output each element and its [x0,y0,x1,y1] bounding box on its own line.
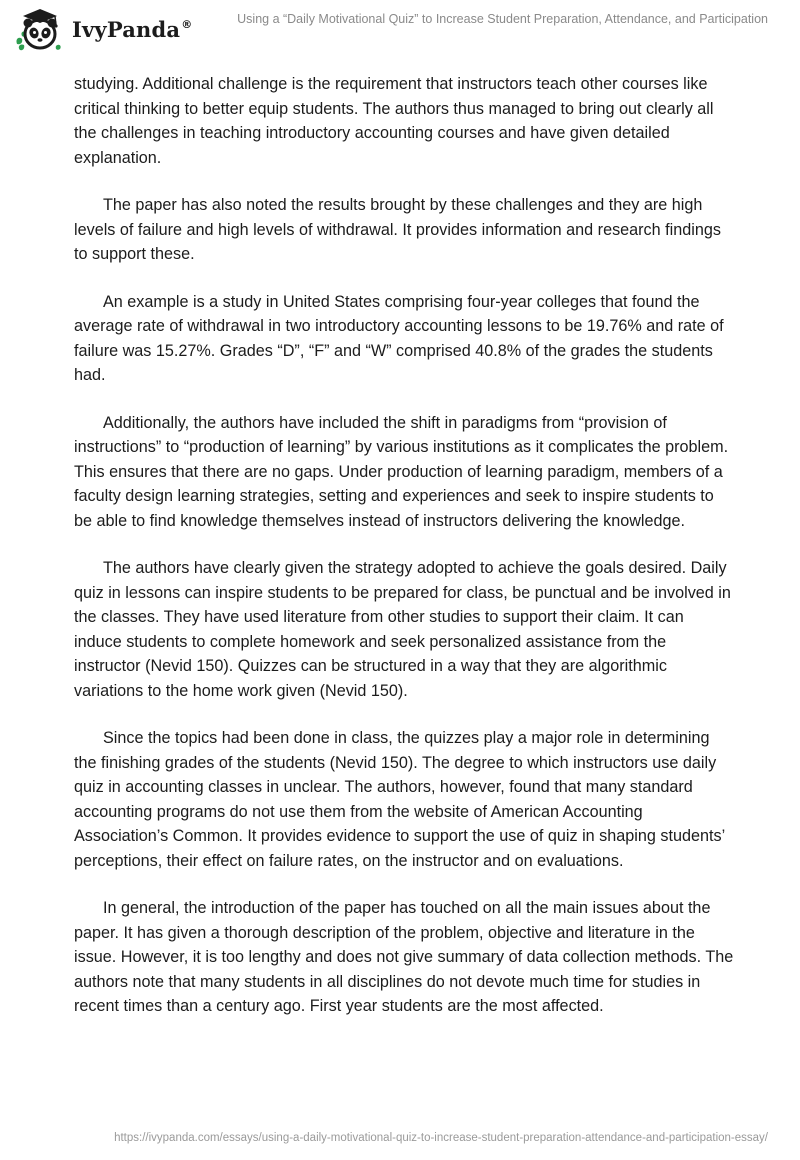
essay-body [74,72,734,1042]
ivypanda-logo[interactable] [14,6,192,52]
registered-mark: ® [181,17,193,31]
source-url-link[interactable]: https://ivypanda.com/essays/using-a-daily-motivational-quiz-to-increase-student-preparation-attendance-and-participation-essay/ [114,1132,768,1144]
essay-paragraph-1: studying. Additional challenge is the requirement that instructors teach other courses like critical thinking to better equip students. The authors thus managed to bring out clearly all the challenges in teaching introductory accounting courses and have given detailed explanation. [74,75,714,167]
document-title: Using a “Daily Motivational Quiz” to Increase Student Preparation, Attendance, and Participation [237,12,768,26]
logo-wordmark: IvyPanda® [72,16,193,42]
essay-paragraph-7: In general, the introduction of the paper has touched on all the main issues about the paper. It has given a thorough description of the problem, objective and literature in the issue. However, it is too lengthy and does not give summary of data collection methods. The authors note that many students in all disciplines do not devote much time for studies in recent times than a century ago. First year students are the most affected. [74,899,734,1015]
essay-paragraph-4: Additionally, the authors have included the shift in paradigms from “provision of instructions” to “production of learning” by various institutions as it complicates the problem. This ensures that there are no gaps. Under production of learning paradigm, members of a faculty design learning strategies, setting and experiences and seek to inspire students to be able to find knowledge themselves instead of instructors delivering the knowledge. [74,413,729,530]
essay-paragraph-2: The paper has also noted the results brought by these challenges and they are high levels of failure and high levels of withdrawal. It provides information and research findings to support these. [74,196,721,263]
essay-paragraph-5: The authors have clearly given the strategy adopted to achieve the goals desired. Daily quiz in lessons can inspire students to be prepared for class, be punctual and be involved in the classes. They have used literature from other studies to support their claim. It can induce students to complete homework and seek personalized assistance from the instructor (Nevid 150). Quizzes can be structured in a way that they are algorithmic variations to the home work given (Nevid 150). [74,559,731,700]
essay-paragraph-3: An example is a study in United States comprising four-year colleges that found the average rate of withdrawal in two introductory accounting lessons to be 19.76% and rate of failure was 15.27%. Grades “D”, “F” and “W” comprised 40.8% of the grades the students had. [74,292,724,384]
panda-graduate-icon [14,6,64,52]
page-header [0,0,800,62]
essay-paragraph-6: Since the topics had been done in class, the quizzes play a major role in determining the finishing grades of the students (Nevid 150). The degree to which instructors use daily quiz in accounting classes in unclear. The authors, however, found that many standard accounting programs do not use them from the website of American Accounting Association’s Common. It provides evidence to support the use of quiz in shaping students’ perceptions, their effect on failure rates, on the instructor and on evaluations. [74,729,725,870]
